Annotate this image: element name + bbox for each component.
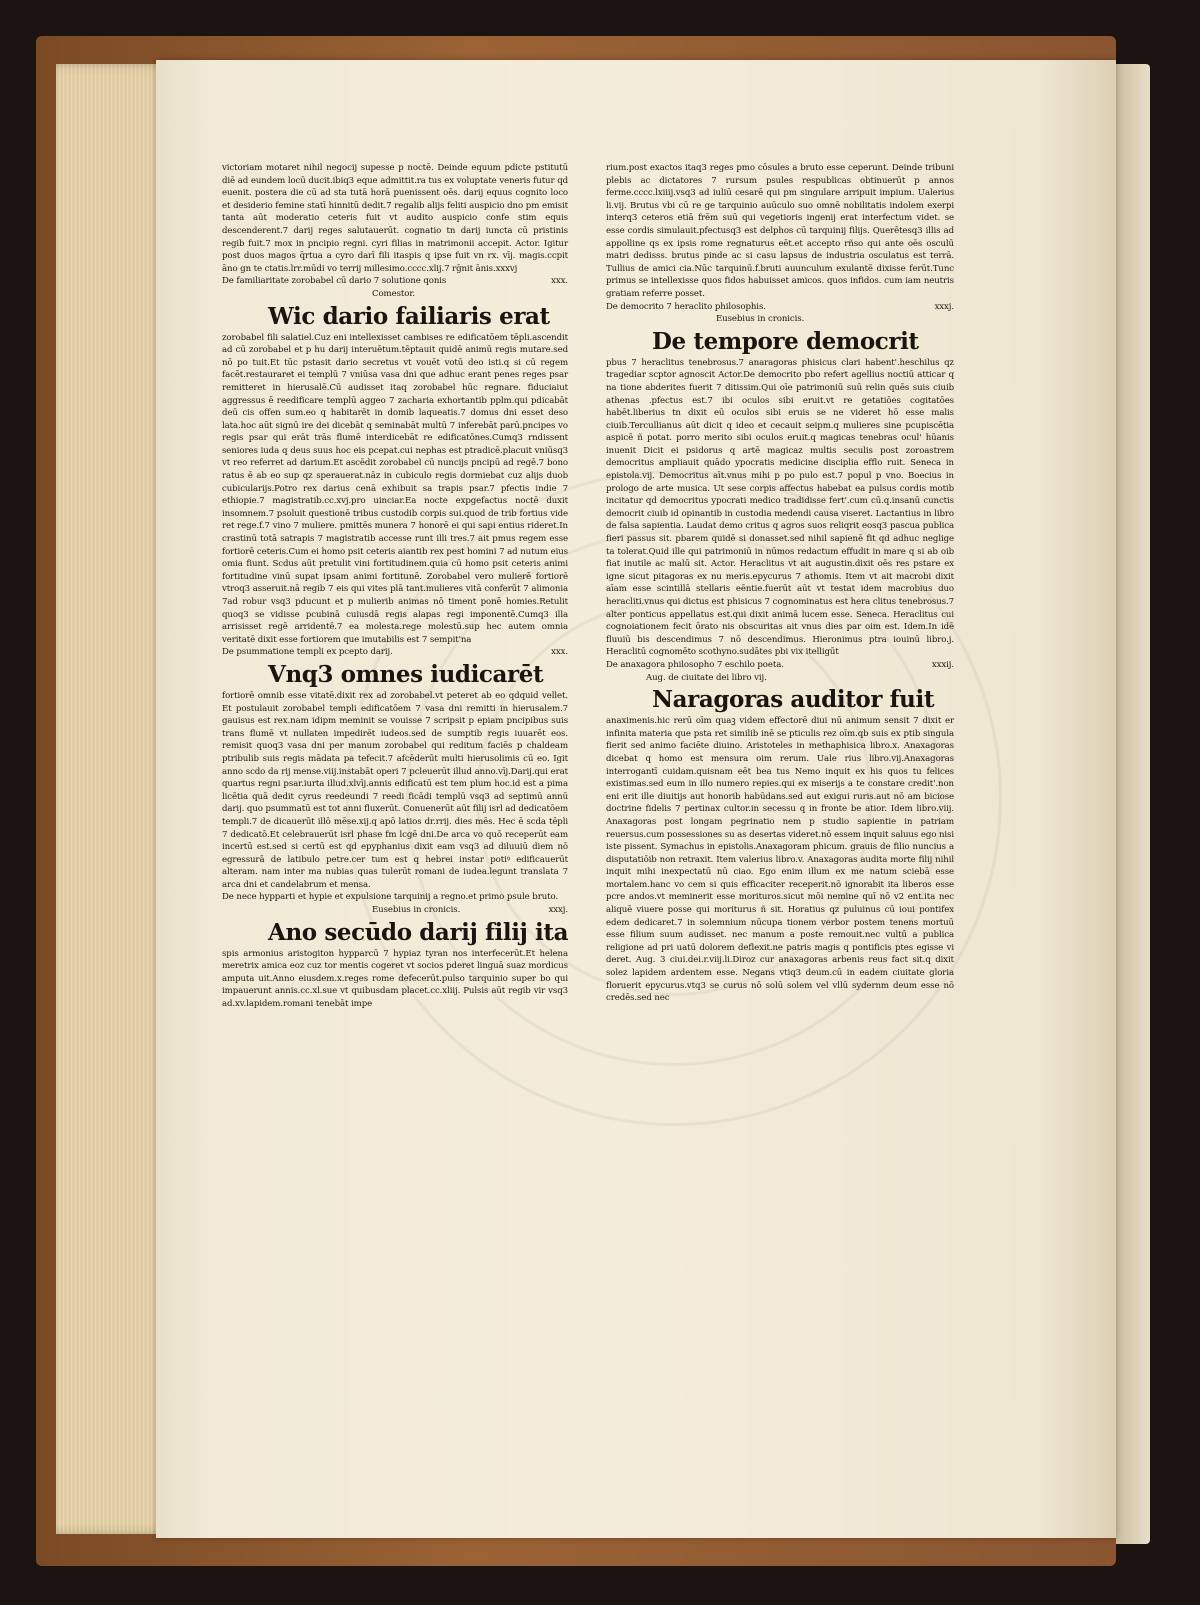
left-column	[222, 162, 568, 1011]
chapter-source: Aug. de ciuitate dei libro vij.	[646, 672, 767, 683]
book	[36, 36, 1146, 1566]
chapter-source: Eusebius in cronicis.	[716, 314, 805, 325]
chapter-number: xxxij.	[931, 659, 954, 670]
chapter-caption	[222, 275, 568, 288]
chapter-source: Comestor.	[372, 288, 416, 299]
chapter-caption: De nece hypparti et hypie et expulsione tarquinij a regno.et primo psule bruto.	[222, 892, 559, 903]
chapter-title: De familiaritate zorobabel cū dario 7 solutione qonis	[222, 276, 447, 287]
paragraph: fortiorē omnib esse vitatē.dixit rex ad zorobabel.vt peteret ab eo qdquid vellet. Et postulauit zorobabel templi edificatōem 7 vasa dni remitti in hierusalem.7 gauisus est rex.nam idipm meminit se vouisse 7 scripsit p epiam pncipibus suis trans flumē vt nullaten impedirēt iudeos.sed de sumptib regis iuuarēt eos. remisit quoq3 vasa dni per manum zorobabel qui reditum faciēs p chaldeam ptribulib suis regis mādata pa tefecit.7 afcēderūt multi hierusolimis cū eo. Igit anno scdo da rij mense.viij.instabāt operi 7 pcleuerūt illud anno.vīj.Darij.qui erat quartus regni psar.iurta illud.xlvīj.annis edificatū est tem plum hoc.id est a pima licētia quā dedit cyrus reedeundi 7 reedi ficādi templū vsq3 ad septimū annū darij. quo psummatū est tot anni fluxerūt. Conuenerūt aūt filij isrl ad dedicatōem templi.7 de dicauerūt illō mēse.xij.q apō latios dr.rrij. dies mēs. Hec ē scda tēpli 7 dedicatō.Et celebrauerūt isrl phase fm lcgē dni.De arca vo quō receperūt eam incertū est.sed si certū est qd epyphanius dixit eam vsq3 ad diluuiū diem nō egressurā de latibulo petre.cer tum est q hebrei instar potiꝰ edificauerūt alteram. nam inter ma nubias quas tulerūt romani de iudea.legunt translata 7 arca dni et candelabrum et mensa.	[222, 690, 568, 890]
chapter-caption	[222, 646, 568, 659]
paragraph: zorobabel fili salatiel.Cuz eni intellexisset cambises re edificatōem tēpli.ascendit ad cū zorobabel et p hu darij interuētum.tēptauit quidē animū regis mutare.sed nō po tuit.Et tūc pstasit dario secretus vt vouēt votū deo isti.q si cū regem facēt.restauraret ei templū 7 vniūsa vasa dni que adhuc erant penes reges psar remitteret in hierusalē.Cū audisset itaq zorobabel hūc regnare. fiduciaiut aggressus ē reedificare templū aggeo 7 zacharia exhortantib pplm.qui pdicabāt deū cis offen sum.eo q habitarēt in domib laqueatis.7 domus dni esset deso lata.hoc aūt signū ire dei dicebāt q seminabāt multū 7 inferebāt parū.pncipes vo regis psar qui erāt trās flumē interdicebāt re edificatōnes.Cumq3 rndissent seniores iuda q deus suus hoc eis pcepat.cui nephas est ptradicē.placuit vniūsq3 vt reo referret ad darium.Et ascēdit zorobabel cū nuncijs pncipū ad regē.7 bono ratus ē ab eo sup qz sperauerat.nāz in cubiculo regis dormiebat cuz alijs duob cubicularijs.Potro rex darius cenā exhibuit sa trapis psar.7 pfectis indie 7 ethiopie.7 magistratib.cc.xvj.pro uinciar.Ea nocte expgefactus noctē duxit insomnem.7 psoluit questionē tribus custodib corpis sui.quod de trib fortius vide ret rege.f.7 vino 7 muliere. pmittēs munera 7 honorē ei qui sapi entius rideret.In crastinū totā satrapis 7 magistratib accesse runt illi tres.7 ait pmus regem esse fortiorē ceteris.Cum ei homo psit ceteris aiantib rex pest homini 7 ad nutum eius omia fiunt. Scdus aūt pretulit vini fortitudinem.quia cū homo psit ceteris animi fortitudine vinū supat ipsam animi fortitunē. Zorobabel vero mulierē fortiorē vtroq3 asseruit.nā regib 7 eis qui vites plā tant.mulieres vitā conferūt 7 alimonia 7ad robur vsq3 pducunt et p mulierib animas nō timent ponē homies.Retulit quoq3 se vidisse pcubinā cuiusdā regis alapas regi imponentē.Cumq3 illa arrisisset regē arridentē.7 ea molesta.rege molestū.sup hec autem omnia veritatē dixit esse fortiorem que imutabilis est 7 sempit'na	[222, 332, 568, 645]
facing-page-edge	[1116, 64, 1150, 1544]
section-heading: Wic dario failiaris erat	[268, 302, 550, 330]
section-heading: De tempore democrit	[652, 327, 919, 355]
chapter-source-line	[222, 904, 568, 917]
chapter-number: xxx.	[551, 276, 568, 287]
chapter-title: De psummatione templi ex pcepto darij.	[222, 647, 393, 658]
paragraph: spis armonius aristogiton hypparcū 7 hypiaz tyran nos interfecerūt.Et helena meretrix amica eoz cuz tor mentis cogeret vt socios pderet linguā suaz mordicus amputa uit.Anno eiusdem.x.reges rome defecerūt.pulso tarquinio super bo qui impauerunt annis.cc.xl.sue vt quibusdam placet.cc.xliij. Pulsis aūt regib vir vsq3 ad.xv.lapidem.romani tenebāt impe	[222, 948, 568, 1010]
chapter-number: xxx.	[551, 647, 568, 658]
section-heading: Vnq3 omnes iudicarēt	[268, 660, 544, 688]
paragraph: pbus 7 heraclitus tenebrosus.7 anaragoras phisicus clari habent'.heschilus qz tragediar scptor agnoscit Actor.De democrito pbo refert agellius noctiū atticar q na tione abderites fuerit 7 ditissim.Qui oīe patrimoniū suū relin quēs suis ciuib athenas .pfectus est.7 ibi oculos sibi eruit.vt re getatiōes cogitatōes habēt.liberius tn dixit eū oculos sibi eruis se ne videret hō esse malis ciuib.Tercullianus aūt dicit q ideo et cecauit seipm.q mulieres sine pcupiscētia aspicē ñ potat. porro merito sibi oculos eruit.q magicas tenebras ocul' hūanis inuenit Dicit ei psidorus q artē magicaz multis seculis post zoroastrem democritus ampliauit quādo ypocratis medicine disciplia efflo ruit. Seneca in epistola.vij. Democritus aīt.vnus mihi p po pulo est.7 popul p vno. Boecius in prologo de arte musica. Ut sese corpis affectus habebat ea pulsus cordis motib incitatur qd democritus ypocrati medico tradidisse fert'.cum cū.q.insanū cunctis democrit ciuib id opinantib in custodia medendi causa viseret. Lactantius in libro de falsa sapientia. Laudat demo critus q agros suos reliqrit eosq3 pascua publica fieri passus sit. pbarem quidē si donasset.sed nihil sapienē fit qd adhuc neglige ta tolerat.Quid ille qui patrimoniū in nūmos redactum effudit in mare q si ab oib fiat inutile ac malū sit. Actor. Heraclitus vt ait augustin.dixit oēs res pstare ex igne sicut pitagoras ex nu meris.epycurus 7 athomis. Item vt ait macrobi dixit aīam esse scintillā stellaris eēntie.fuerūt aūt vt testat idem macrobius duo heracliti.vnus qui dictus est phisicus 7 cognominatus est hera clitus tenebrosus.7 alter ponticus appellatus est.qui dixit animā lucem esse. Seneca. Heraclitus cui cognoiationem fecit ōrato nis obscuritas ait vnus dies par oim est. Idem.In idē fluuiū bis descendimus 7 nō descendimus. Hieronimus ptra iouinū libro.j. Heraclitū cognomēto scothyno.sudātes pbi vix itelligūt	[606, 357, 954, 658]
chapter-title: De democrito 7 heraclito philosophis.	[606, 301, 766, 312]
chapter-number: xxxj.	[934, 301, 954, 312]
chapter-source: Eusebius in cronicis.	[372, 905, 461, 916]
paragraph: victoriam motaret nihil negocij supesse p noctē. Deinde equum pdicte pstitutū diē ad eundem locū ducit.ibiq3 eque admittit.ra tus ex voluptate veneris futur qd euenit. postera die cū ad sta tutā horā puenissent oēs. darij equus cognito loco et desiderio femine statī hinnitū dedit.7 regalib alijs feliti auspicio dno pm emisit tanta aūt moderatio ceteris fuit vt audito auspicio confe stim equis descenderent.7 darij reges salutauerūt. cognatio tn darij iuncta cū pristinis regib fuit.7 mox in pncipio regni. cyri filias in matrimonii accepit. Actor. Igitur post duos magos q̄rtua a cyro darī fili itaspis q ipse fuit vn rx. vīj. magis.ccpit āno gn te ctatis.lrr.mūdi vo terrij millesimo.cccc.xlij.7 rḡnit ānis.xxxvj	[222, 163, 568, 274]
chapter-caption	[606, 659, 954, 672]
right-column	[606, 162, 954, 1005]
paragraph: rium.post exactos itaq3 reges pmo cōsules a bruto esse ceperunt. Deinde tribuni plebis ac dictatores 7 rursum psules respublicas obtinuerūt p annos ferme.cccc.lxiiij.vsq3 ad iuliū cesarē qui pm singulare arripuit impium. Ualerius li.vij. Brutus vbi cū re ge tarquinio auūculo suo omnē nobilitatis indolem exerpi interq3 ceteros etiā frēm suū qui vegetioris ingenij erat interfectum videt. se esse cordis simulauit.pfectusq3 est delphos cū tarquinij filijs. Querētesq3 illis ad appolline qs ex ipsis rome regnaturus eēt.et accepto rñso qui ante oēs osculū matri dedisss. brutus pinde ac si casu lapsus de industria osculatus est terrā. Tullius de amici cia.Nūc tarquinū.f.bruti auunculum exulantē dixisse ferūt.Tunc primus se intellexisse quos fidos habuisset amicos. quos infidos. cum iam neutris gratiam referre posset.	[606, 163, 954, 299]
paragraph: anaximenis.hic rerū oīm quaꝫ videm effectorē diui nū animum sensit 7 dixit er infinita materia que psta ret similib inē se pticulis rez oīm.qb suis ex ptib singula fierit sed animo faciēte diuino. Aristoteles in methaphisica libro.x. Anaxagoras dicebat q homo est mensura oim rerum. Uale rius libro.vij.Anaxagoras interrogantī cuidam.quisnam eēt bea tus Nemo inquit ex his quos tu felices existimas.sed eum in illo numero repies.qui ex miserijs a te constare credit'.non eni erit ille diuitijs aut honorib habūdans.sed aut exigui ruris.aut nō am biciose doctrine fidelis 7 pertinax cultor.in secessu q in fronte be atior. Idem libro.viij. Anaxagoras post longam pegrinatio nem p studio sapientie in patriam reuersus.cum possessiones su as desertas videret.nō essem inquit saluus ego nisi iste pissent. Symachus in epistolis.Anaxagoram phicum. grauis de filio nuncius a disputatiōib non retraxit. Item valerius libro.v. Anaxagoras audita morte filij nihil inquit mihi inexpectatū nū ciao. Ego enim illum ex me natum sciebā esse mortalem.hanc vo cem si quis efficaciter receperit.nō ignorabit ita liberos esse pcre andos.vt meminerit esse morituros.sicut mōi nemine quī nō v2 ent.ita nec aliquē viuere posse qui moriturus ñ sit. Horatius qz puluinus cū ioui pontifex edem dedicaret.7 in solemnium nūcupa tionem verbor postem tenens mortuū esse filium suum audisset. nec manum a poste remouit.nec vultū a publica religione ad pri uatū dolorem deflexit.ne patris magis q pontificis ptes egisse vi deret. Aug. 3 ciui.dei.r.viij.li.Diroz cur anaxagoras arbenis reus fact sit.q dixit solez lapidem ardentem esse. Negans vtiq3 deum.cū in eadem ciuitate gloria floruerit epycurus.vtq3 se curus nō solū solem vel vllū sydernm deum esse nō credēs.sed nec	[606, 716, 954, 1004]
section-heading: Naragoras auditor fuit	[652, 686, 935, 714]
section-heading: Ano secūdo darij filij ita	[268, 918, 569, 946]
chapter-title: De anaxagora philosopho 7 eschilo poeta.	[606, 659, 784, 670]
chapter-number: xxxj.	[548, 905, 568, 916]
chapter-caption	[606, 301, 954, 314]
